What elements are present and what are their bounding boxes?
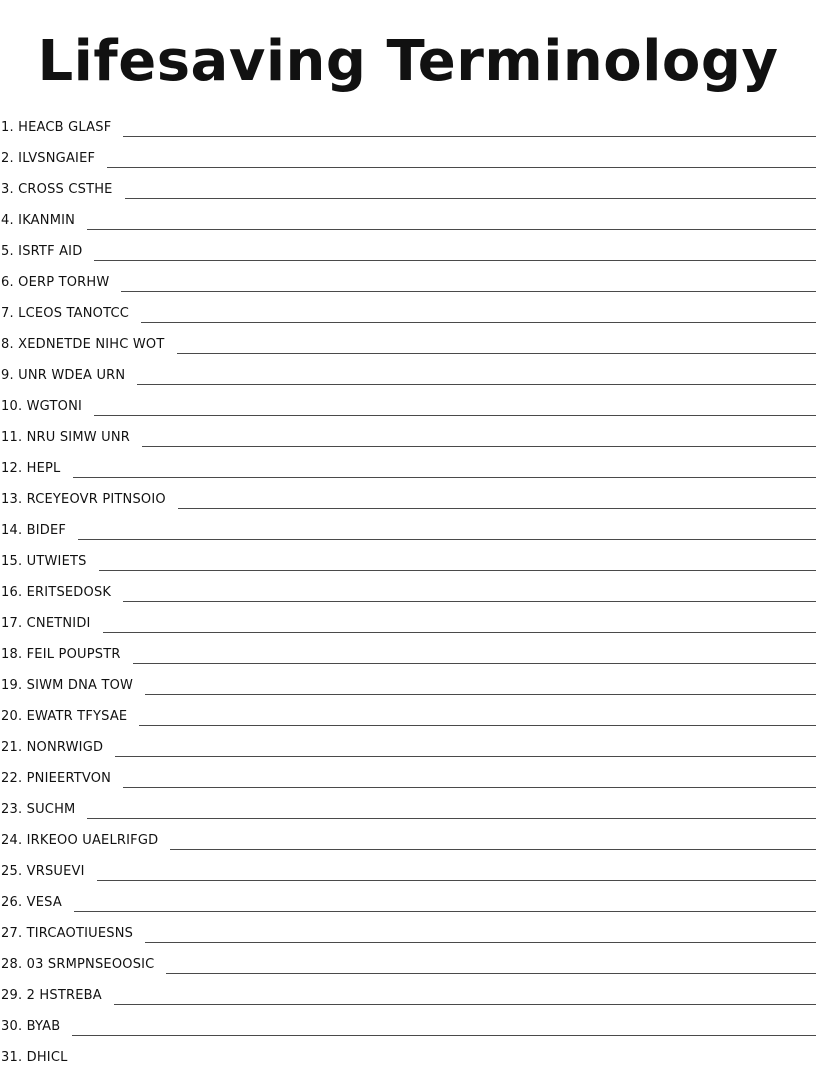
list-item: [0, 139, 816, 170]
scrambled-word: DHICL: [27, 1050, 68, 1065]
scrambled-word-label: [1, 151, 95, 170]
list-item: [0, 542, 816, 573]
item-number: 14 .: [1, 523, 27, 538]
answer-line[interactable]: [74, 911, 816, 912]
answer-line[interactable]: [123, 787, 816, 788]
scrambled-word-label: [1, 306, 129, 325]
answer-line[interactable]: [73, 477, 816, 478]
list-item: [0, 511, 816, 542]
scrambled-word-label: [1, 368, 125, 387]
list-item: [0, 883, 816, 914]
item-number: 24 .: [1, 833, 27, 848]
answer-line[interactable]: [107, 167, 816, 168]
scrambled-word: TIRCAOTIUESNS: [27, 926, 133, 941]
item-number: 31 .: [1, 1050, 27, 1065]
scrambled-word: FEIL POUPSTR: [27, 647, 121, 662]
item-number: 11 .: [1, 430, 27, 445]
list-item: [0, 635, 816, 666]
list-item: [0, 325, 816, 356]
list-item: [0, 666, 816, 697]
scrambled-word: ISRTF AID: [18, 244, 82, 259]
answer-line[interactable]: [178, 508, 816, 509]
scrambled-word: ILVSNGAIEF: [18, 151, 95, 166]
scrambled-word: 2 HSTREBA: [27, 988, 102, 1003]
scrambled-word: PNIEERTVON: [27, 771, 111, 786]
list-item: [0, 759, 816, 790]
item-number: 8 .: [1, 337, 18, 352]
answer-line[interactable]: [87, 229, 816, 230]
answer-line[interactable]: [103, 632, 816, 633]
scrambled-word-label: [1, 926, 133, 945]
scrambled-word: BIDEF: [27, 523, 66, 538]
item-number: 25 .: [1, 864, 27, 879]
scrambled-word-label: [1, 554, 87, 573]
scrambled-word-label: [1, 678, 133, 697]
item-number: 16 .: [1, 585, 27, 600]
scrambled-word: HEACB GLASF: [18, 120, 111, 135]
scrambled-word-label: [1, 771, 111, 790]
answer-line[interactable]: [72, 1035, 816, 1036]
list-item: [0, 294, 816, 325]
item-number: 28 .: [1, 957, 27, 972]
scrambled-word-label: [1, 740, 103, 759]
item-number: 15 .: [1, 554, 27, 569]
answer-line[interactable]: [123, 136, 816, 137]
item-number: 12 .: [1, 461, 27, 476]
scrambled-word-label: [1, 275, 109, 294]
item-number: 6 .: [1, 275, 18, 290]
item-number: 23 .: [1, 802, 27, 817]
scrambled-word-label: [1, 461, 61, 480]
scrambled-word: HEPL: [27, 461, 61, 476]
list-item: [0, 914, 816, 945]
item-number: 26 .: [1, 895, 27, 910]
answer-line[interactable]: [99, 570, 816, 571]
scrambled-word: 03 SRMPNSEOOSIC: [27, 957, 155, 972]
scrambled-word: OERP TORHW: [18, 275, 109, 290]
item-number: 2 .: [1, 151, 18, 166]
item-number: 10 .: [1, 399, 27, 414]
scrambled-word-label: [1, 988, 102, 1007]
scrambled-word: ERITSEDOSK: [27, 585, 112, 600]
item-number: 7 .: [1, 306, 18, 321]
scrambled-word-label: [1, 399, 82, 418]
answer-line[interactable]: [121, 291, 816, 292]
list-item: [0, 418, 816, 449]
item-number: 4 .: [1, 213, 18, 228]
scrambled-word-label: [1, 430, 130, 449]
list-item: [0, 387, 816, 418]
item-number: 20 .: [1, 709, 27, 724]
list-item: [0, 480, 816, 511]
scrambled-word: SUCHM: [27, 802, 76, 817]
list-item: [0, 1038, 816, 1069]
scrambled-word: XEDNETDE NIHC WOT: [18, 337, 164, 352]
answer-line[interactable]: [115, 756, 816, 757]
scrambled-word: RCEYEOVR PITNSOIO: [27, 492, 166, 507]
scrambled-word-label: [1, 213, 75, 232]
answer-line[interactable]: [142, 446, 816, 447]
scrambled-word-label: [1, 833, 158, 852]
scrambled-word-label: [1, 616, 91, 635]
list-item: [0, 449, 816, 480]
item-number: 30 .: [1, 1019, 27, 1034]
item-number: 29 .: [1, 988, 27, 1003]
answer-line[interactable]: [87, 818, 816, 819]
answer-line[interactable]: [141, 322, 816, 323]
scrambled-word-label: [1, 337, 165, 356]
item-number: 21 .: [1, 740, 27, 755]
item-number: 19 .: [1, 678, 27, 693]
scrambled-word-label: [1, 709, 127, 728]
item-number: 27 .: [1, 926, 27, 941]
scrambled-word: SIWM DNA TOW: [27, 678, 133, 693]
scrambled-word-label: [1, 1019, 60, 1038]
answer-line[interactable]: [170, 849, 816, 850]
scrambled-word: WGTONI: [27, 399, 82, 414]
list-item: [0, 170, 816, 201]
answer-line[interactable]: [97, 880, 816, 881]
word-scramble-list: [0, 108, 816, 1069]
list-item: [0, 604, 816, 635]
item-number: 3 .: [1, 182, 18, 197]
item-number: 5 .: [1, 244, 18, 259]
list-item: [0, 201, 816, 232]
scrambled-word: NONRWIGD: [27, 740, 104, 755]
list-item: [0, 790, 816, 821]
answer-line[interactable]: [137, 384, 816, 385]
answer-line[interactable]: [123, 601, 816, 602]
list-item: [0, 852, 816, 883]
scrambled-word: VESA: [27, 895, 62, 910]
scrambled-word: CROSS CSTHE: [18, 182, 112, 197]
answer-line[interactable]: [94, 415, 816, 416]
answer-line[interactable]: [133, 663, 816, 664]
item-number: 13 .: [1, 492, 27, 507]
list-item: [0, 1007, 816, 1038]
scrambled-word-label: [1, 585, 111, 604]
scrambled-word: UNR WDEA URN: [18, 368, 125, 383]
answer-line[interactable]: [114, 1004, 816, 1005]
scrambled-word-label: [1, 244, 82, 263]
item-number: 18 .: [1, 647, 27, 662]
answer-line[interactable]: [125, 198, 816, 199]
answer-line[interactable]: [78, 539, 816, 540]
answer-line[interactable]: [166, 973, 816, 974]
scrambled-word: BYAB: [27, 1019, 61, 1034]
list-item: [0, 232, 816, 263]
list-item: [0, 697, 816, 728]
scrambled-word-label: [1, 1050, 68, 1069]
item-number: 9 .: [1, 368, 18, 383]
answer-line[interactable]: [145, 694, 816, 695]
answer-line[interactable]: [94, 260, 816, 261]
scrambled-word: NRU SIMW UNR: [27, 430, 130, 445]
answer-line[interactable]: [139, 725, 816, 726]
list-item: [0, 976, 816, 1007]
list-item: [0, 263, 816, 294]
list-item: [0, 356, 816, 387]
scrambled-word-label: [1, 647, 121, 666]
scrambled-word-label: [1, 182, 113, 201]
scrambled-word-label: [1, 864, 85, 883]
answer-line[interactable]: [145, 942, 816, 943]
scrambled-word: IKANMIN: [18, 213, 75, 228]
scrambled-word: VRSUEVI: [27, 864, 85, 879]
list-item: [0, 108, 816, 139]
scrambled-word-label: [1, 492, 166, 511]
scrambled-word-label: [1, 957, 154, 976]
scrambled-word: EWATR TFYSAE: [27, 709, 128, 724]
scrambled-word: IRKEOO UAELRIFGD: [27, 833, 159, 848]
list-item: [0, 573, 816, 604]
scrambled-word-label: [1, 523, 66, 542]
scrambled-word: UTWIETS: [27, 554, 87, 569]
scrambled-word-label: [1, 120, 111, 139]
list-item: [0, 728, 816, 759]
scrambled-word: LCEOS TANOTCC: [18, 306, 129, 321]
list-item: [0, 821, 816, 852]
item-number: 1 .: [1, 120, 18, 135]
scrambled-word: CNETNIDI: [27, 616, 91, 631]
page-title: Lifesaving Terminology: [0, 26, 816, 98]
item-number: 17 .: [1, 616, 27, 631]
list-item: [0, 945, 816, 976]
scrambled-word-label: [1, 895, 62, 914]
scrambled-word-label: [1, 802, 75, 821]
answer-line[interactable]: [177, 353, 816, 354]
item-number: 22 .: [1, 771, 27, 786]
